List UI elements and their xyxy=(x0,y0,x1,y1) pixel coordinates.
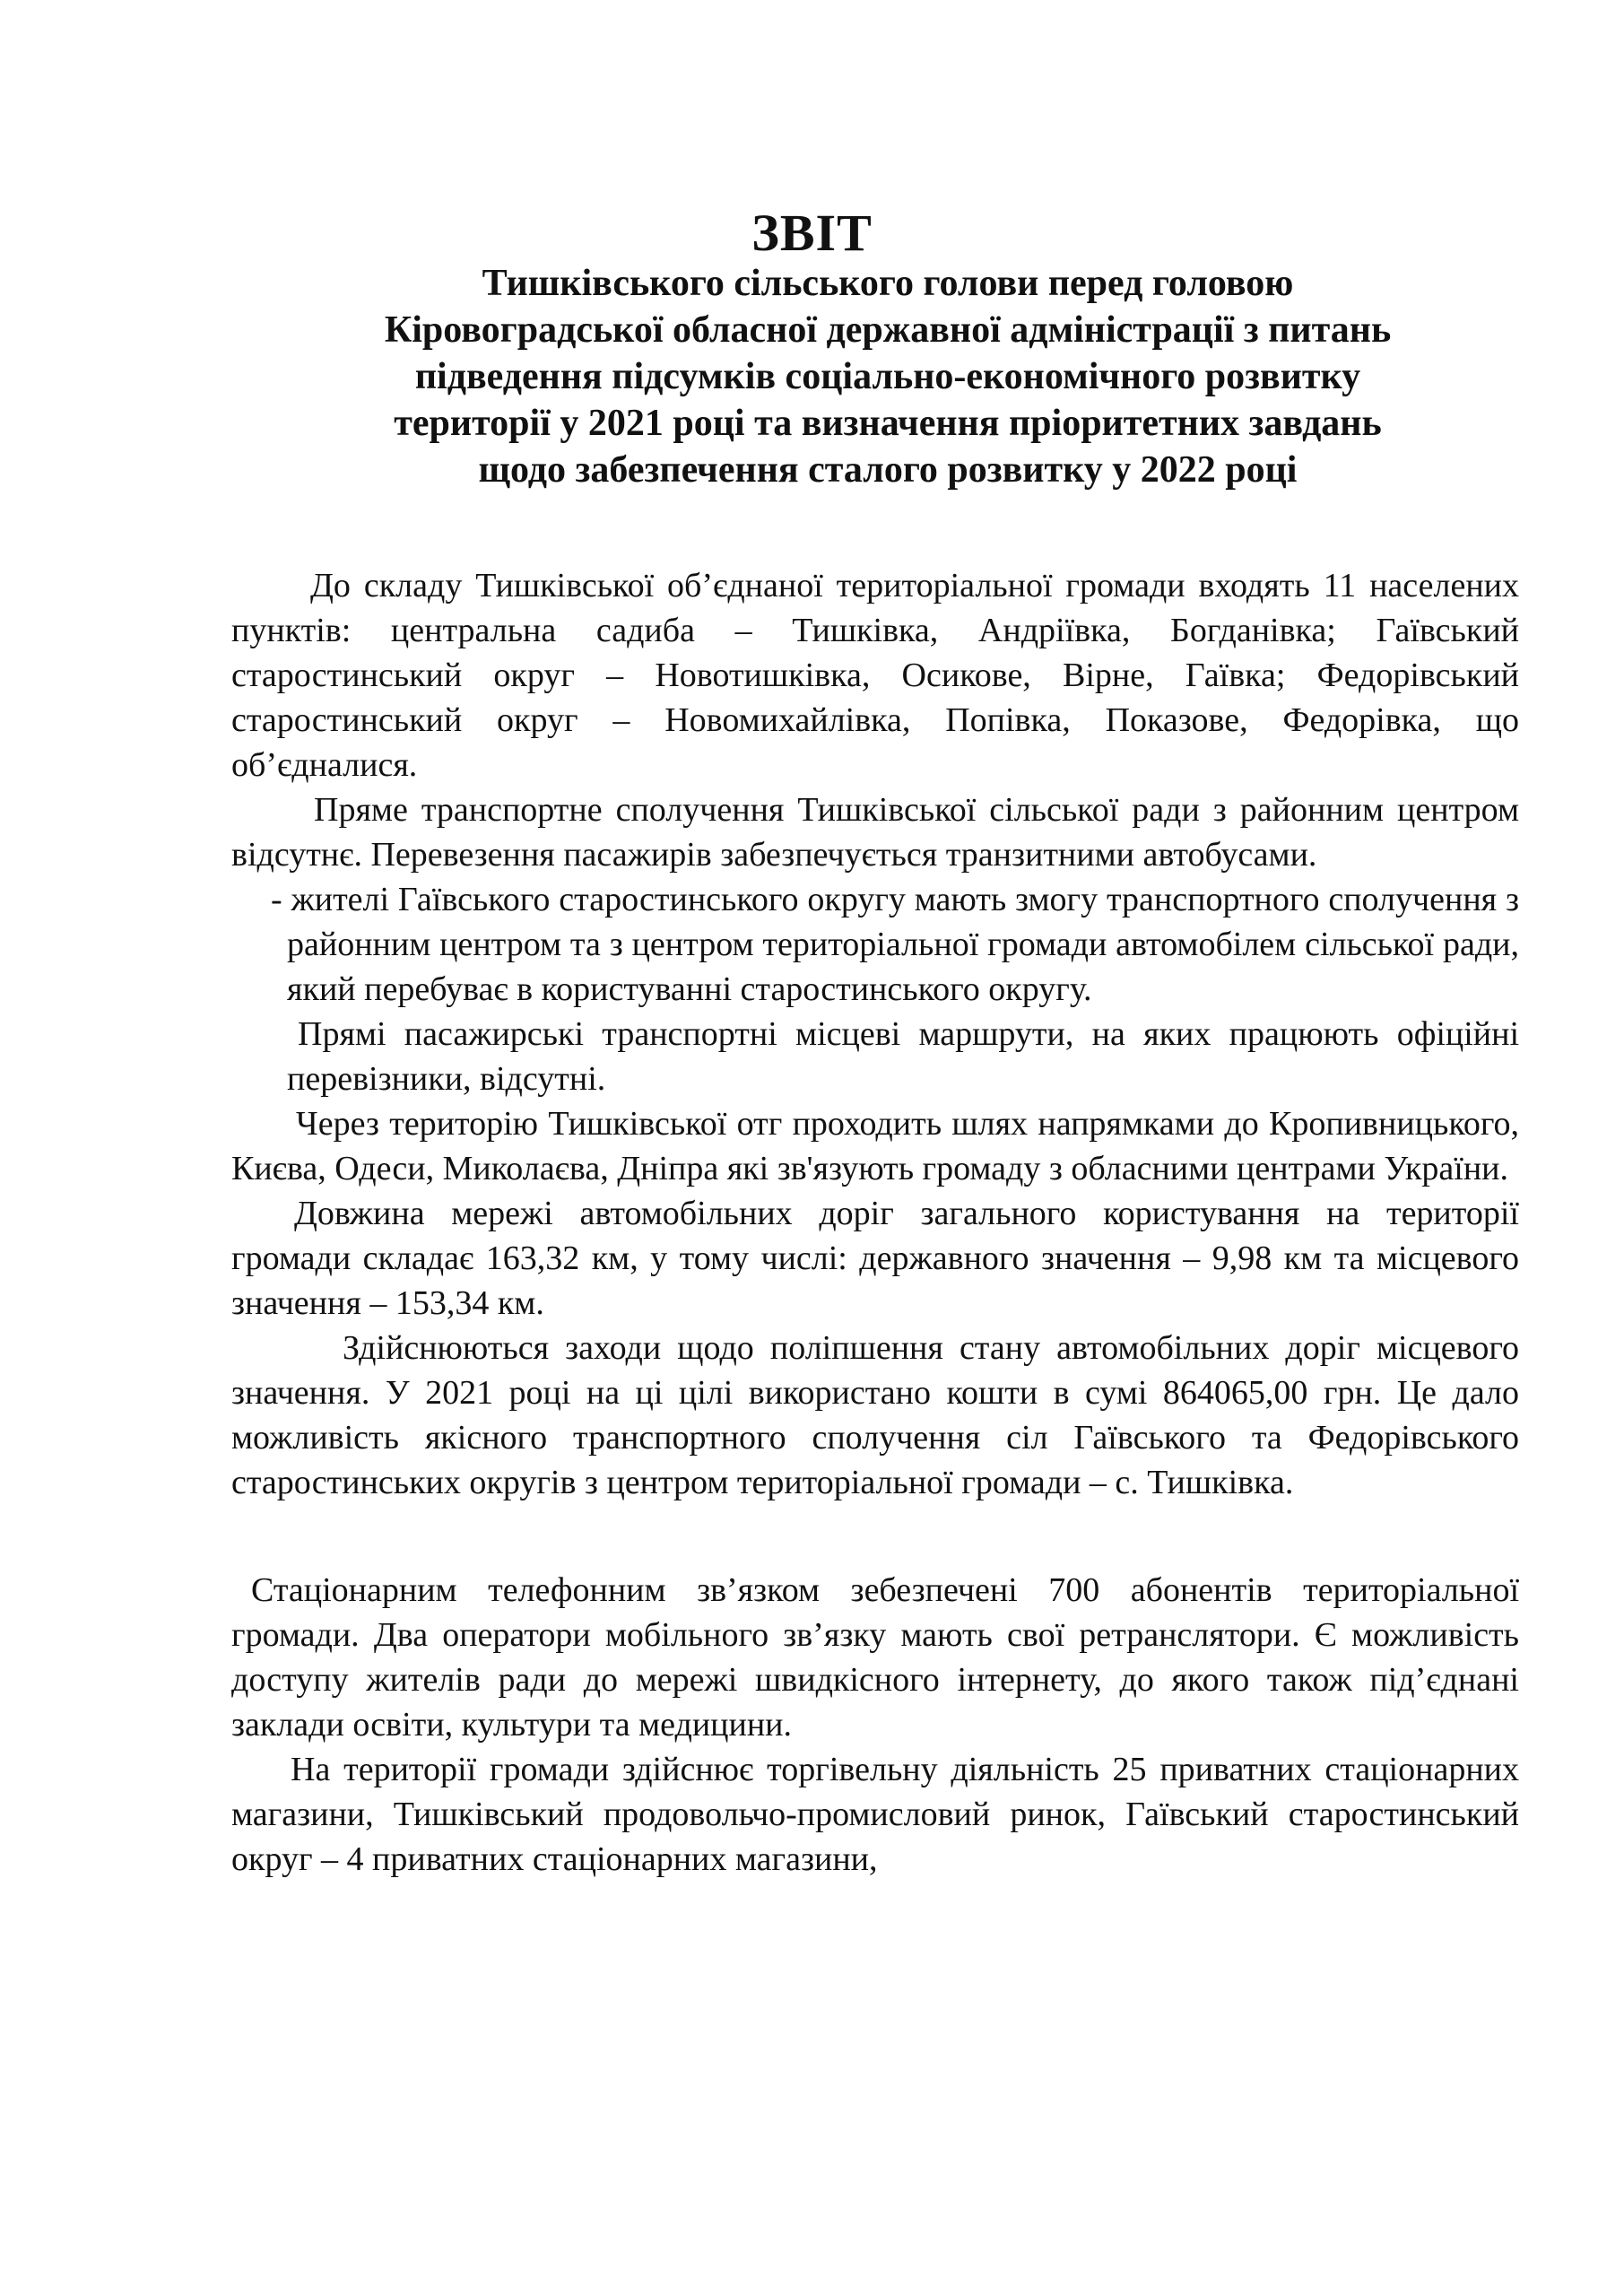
paragraph-highways: Через територію Тишківської отг проходить шлях напрямками до Кропивницького, Києва, Одеси, Миколаєва, Дніпра які зв'язують громаду з обласними центрами України. xyxy=(231,1105,1519,1187)
document-title: ЗВІТ xyxy=(751,204,873,262)
paragraph-gap xyxy=(231,1505,1519,1568)
subtitle-line: щодо забезпечення сталого розвитку у 2022 році xyxy=(478,449,1298,491)
subtitle-line: території у 2021 році та визначення пріоритетних завдань xyxy=(394,403,1382,444)
paragraph-road-repairs: Здійснюються заходи щодо поліпшення стану автомобільних доріг місцевого значення. У 2021 році на ці цілі використано кошти в сумі 864065,00 грн. Це дало можливість якісного транспортного сполучення сіл Гаївського та Федорівського старостинських округів з центром територіальної громади – с. Тишківка. xyxy=(231,1329,1519,1501)
paragraph-transport: Пряме транспортне сполучення Тишківської сільської ради з районним центром відсутнє. Перевезення пасажирів забезпечується транзитними автобусами. xyxy=(231,791,1519,874)
subtitle-line: Тишківського сільського голови перед головою xyxy=(482,263,1294,304)
document-body xyxy=(231,563,1519,1882)
paragraph-settlements: До складу Тишківської об’єднаної територіальної громади входять 11 населених пунктів: центральна садиба – Тишківка, Андріївка, Богданівка; Гаївський старостинський округ – Новотишківка, Осикове, Вірне, Гаївка; Федорівський старостинський округ – Новомихайлівка, Попівка, Показове, Федорівка, що об’єдналися. xyxy=(231,567,1519,784)
document-subtitle xyxy=(233,260,1542,493)
subtitle-line: Кіровоградської обласної державної адміністрації з питань xyxy=(384,309,1392,351)
paragraph-road-length: Довжина мережі автомобільних доріг загального користування на території громади складає 163,32 км, у тому числі: державного значення – 9,98 км та місцевого значення – 153,34 км. xyxy=(231,1195,1519,1322)
paragraph-telecom: Стаціонарним телефонним зв’язком зебезпечені 700 абонентів територіальної громади. Два оператори мобільного зв’язку мають свої ретранслятори. Є можливість доступу жителів ради до мережі швидкісного інтернету, до якого також під’єднані заклади освіти, культури та медицини. xyxy=(231,1571,1519,1744)
paragraph-haivka-residents: - жителі Гаївського старостинського округу мають змогу транспортного сполучення з районним центром та з центром територіальної громади автомобілем сільської ради, який перебуває в користуванні старостинського округу. xyxy=(271,881,1519,1008)
subtitle-line: підведення підсумків соціально-економічного розвитку xyxy=(414,356,1361,397)
paragraph-trade: На території громади здійснює торгівельну діяльність 25 приватних стаціонарних магазини, Тишківський продовольчо-промисловий ринок, Гаївський старостинський округ – 4 приватних стаціонарних магазини, xyxy=(231,1751,1519,1878)
paragraph-routes: Прямі пасажирські транспортні місцеві маршрути, на яких працюють офіційні перевізники, відсутні. xyxy=(287,1015,1519,1098)
